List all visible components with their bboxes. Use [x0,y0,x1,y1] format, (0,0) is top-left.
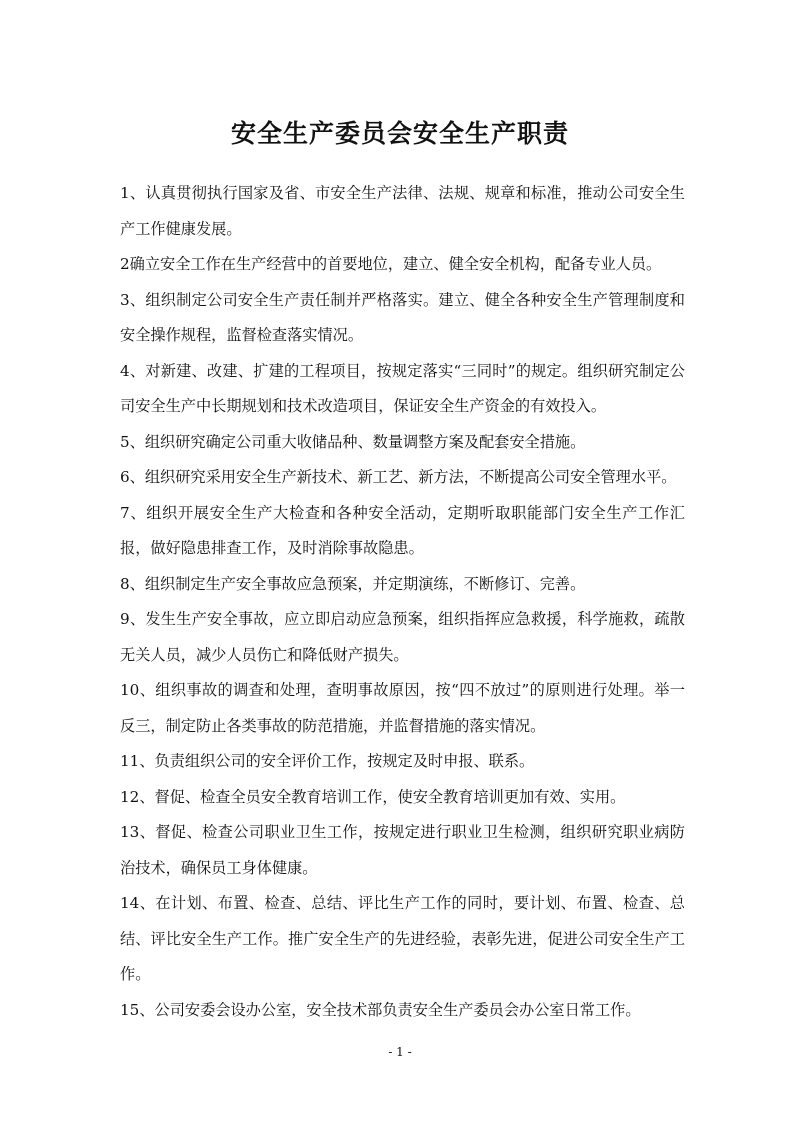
duty-item-5: 5、组织研究确定公司重大收储品种、数量调整方案及配套安全措施。 [120,432,586,451]
duty-item-12: 12、督促、检查全员安全教育培训工作，使安全教育培训更加有效、实用。 [120,787,626,806]
duty-item-7: 7、组织开展安全生产大检查和各种安全活动，定期听取职能部门安全生产工作汇报，做好隐患排查工作，及时消除事故隐患。 [120,503,685,557]
duty-item-2: 2确立安全工作在生产经营中的首要地位，建立、健全安全机构，配备专业人员。 [120,255,662,273]
duty-item-11: 11、负责组织公司的安全评价工作，按规定及时申报、联系。 [120,752,535,770]
page-number: - 1 - [388,1045,412,1059]
duty-item-4: 4、对新建、改建、扩建的工程项目，按规定落实“三同时”的规定。组织研究制定公司安全生产中长期规划和技术改造项目，保证安全生产资金的有效投入。 [120,361,685,415]
duty-item-1: 1、认真贯彻执行国家及省、市安全生产法律、法规、规章和标准，推动公司安全生产工作健康发展。 [120,184,685,238]
duty-item-13: 13、督促、检查公司职业卫生工作，按规定进行职业卫生检测，组织研究职业病防治技术，确保员工身体健康。 [120,823,685,877]
duty-item-6: 6、组织研究采用安全生产新技术、新工艺、新方法，不断提高公司安全管理水平。 [120,468,677,486]
duty-item-3: 3、组织制定公司安全生产责任制并严格落实。建立、健全各种安全生产管理制度和安全操作规程，监督检查落实情况。 [120,290,685,344]
duty-item-15: 15、公司安委会设办公室，安全技术部负责安全生产委员会办公室日常工作。 [120,1000,641,1019]
duty-item-10: 10、组织事故的调查和处理，查明事故原因，按“四不放过”的原则进行处理。举一反三，制定防止各类事故的防范措施，并监督措施的落实情况。 [120,681,685,735]
duty-item-8: 8、组织制定生产安全事故应急预案，并定期演练，不断修订、完善。 [120,574,586,593]
document-body [120,176,685,1028]
duty-item-9: 9、发生生产安全事故，应立即启动应急预案，组织指挥应急救援，科学施救，疏散无关人员，减少人员伤亡和降低财产损失。 [120,610,685,664]
document-title: 安全生产委员会安全生产职责 [230,119,569,148]
duty-item-14: 14、在计划、布置、检查、总结、评比生产工作的同时，要计划、布置、检查、总结、评比安全生产工作。推广安全生产的先进经验，表彰先进，促进公司安全生产工作。 [120,894,685,983]
